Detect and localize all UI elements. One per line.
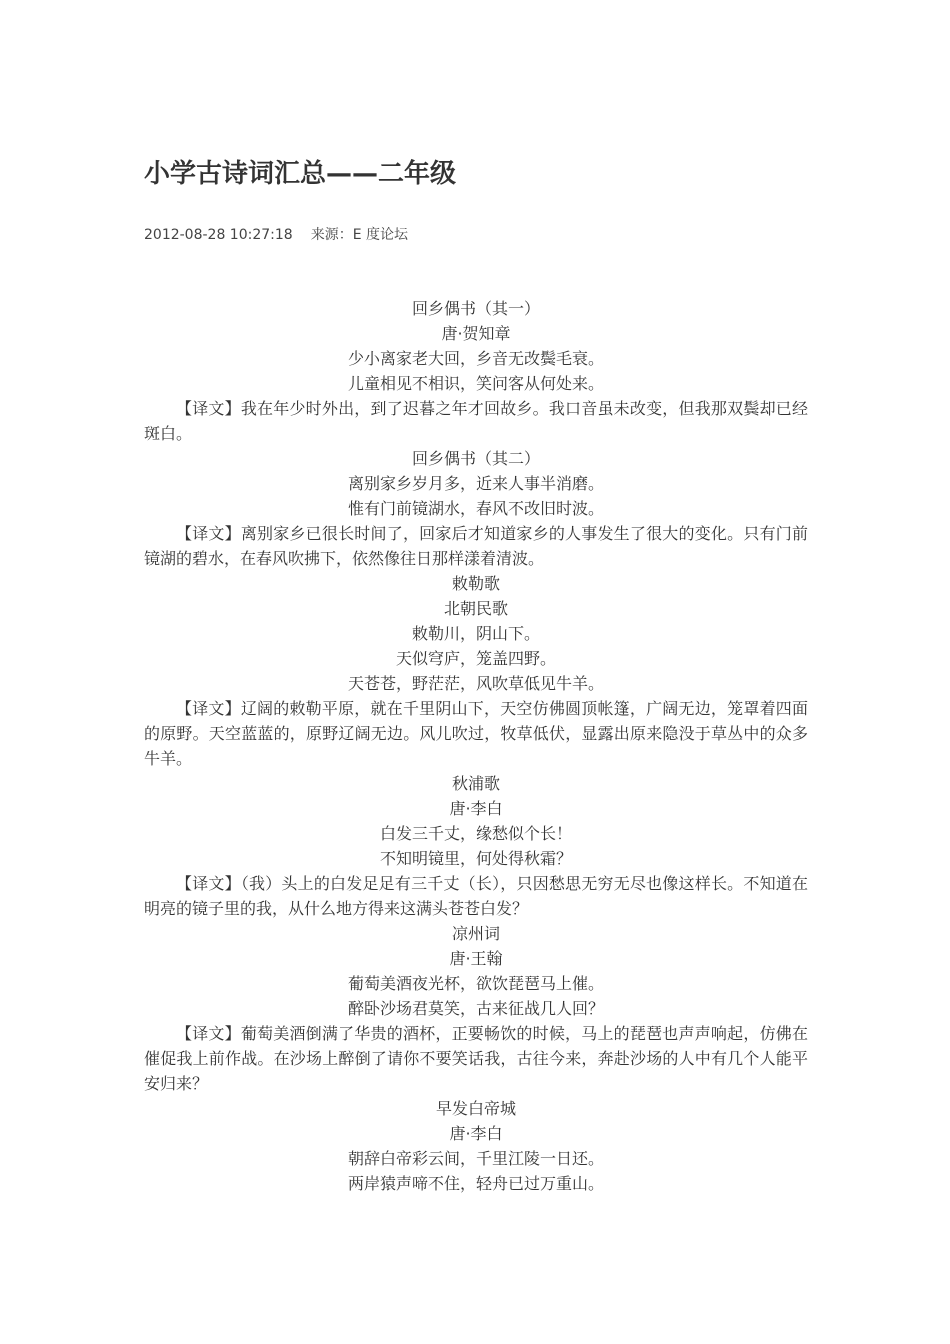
poem-translation: 【译文】我在年少时外出，到了迟暮之年才回故乡。我口音虽未改变，但我那双鬓却已经斑白。 <box>144 399 808 443</box>
poem-translation: 【译文】离别家乡已很长时间了，回家后才知道家乡的人事发生了很大的变化。只有门前镜湖的碧水，在春风吹拂下，依然像往日那样漾着清波。 <box>144 524 808 568</box>
source-name: E 度论坛 <box>352 227 408 243</box>
poem-line: 两岸猿声啼不住，轻舟已过万重山。 <box>347 1174 604 1193</box>
poem-line: 葡萄美酒夜光杯，欲饮琵琶马上催。 <box>347 974 604 993</box>
poem-title: 敕勒歌 <box>451 574 500 593</box>
poem-author: 唐·李白 <box>449 799 503 818</box>
poem-title: 回乡偶书（其二） <box>411 449 540 468</box>
poem-title: 早发白帝城 <box>435 1099 516 1118</box>
poem-line: 白发三千丈，缘愁似个长！ <box>379 824 572 843</box>
poem-title: 回乡偶书（其一） <box>411 299 540 318</box>
source-label: 来源： <box>310 227 353 243</box>
poem-line: 天似穹庐，笼盖四野。 <box>395 649 556 668</box>
poem-line: 敕勒川，阴山下。 <box>411 624 540 643</box>
poem-translation: 【译文】辽阔的敕勒平原，就在千里阴山下，天空仿佛圆顶帐篷，广阔无边，笼罩着四面的原野。天空蓝蓝的，原野辽阔无边。风儿吹过，牧草低伏，显露出原来隐没于草丛中的众多牛羊。 <box>144 699 808 768</box>
article-title: 小学古诗词汇总——二年级 <box>144 159 457 189</box>
poem-line: 醉卧沙场君莫笑，古来征战几人回？ <box>347 999 604 1018</box>
poem-line: 天苍苍，野茫茫，风吹草低见牛羊。 <box>347 674 604 693</box>
poem-title: 凉州词 <box>451 924 500 943</box>
article-meta <box>144 224 408 246</box>
publish-date: 2012-08-28 10:27:18 <box>144 227 293 243</box>
poem-line: 儿童相见不相识，笑问客从何处来。 <box>347 374 604 393</box>
poem-author: 北朝民歌 <box>443 599 508 618</box>
poem-translation: 【译文】（我）头上的白发足足有三千丈（长），只因愁思无穷无尽也像这样长。不知道在明亮的镜子里的我，从什么地方得来这满头苍苍白发？ <box>144 874 808 918</box>
poem-line: 不知明镜里，何处得秋霜？ <box>379 849 572 868</box>
poem-line: 惟有门前镜湖水，春风不改旧时波。 <box>347 499 604 518</box>
poem-author: 唐·贺知章 <box>441 324 511 343</box>
poem-translation: 【译文】葡萄美酒倒满了华贵的酒杯，正要畅饮的时候，马上的琵琶也声声响起，仿佛在催促我上前作战。在沙场上醉倒了请你不要笑话我，古往今来，奔赴沙场的人中有几个人能平安归来？ <box>144 1024 808 1093</box>
poem-line: 离别家乡岁月多，近来人事半消磨。 <box>347 474 604 493</box>
poem-line: 少小离家老大回，乡音无改鬓毛衰。 <box>347 349 604 368</box>
article-content <box>144 296 808 1196</box>
poem-author: 唐·李白 <box>449 1124 503 1143</box>
poem-author: 唐·王翰 <box>449 949 503 968</box>
poem-line: 朝辞白帝彩云间，千里江陵一日还。 <box>347 1149 604 1168</box>
poem-title: 秋浦歌 <box>451 774 500 793</box>
